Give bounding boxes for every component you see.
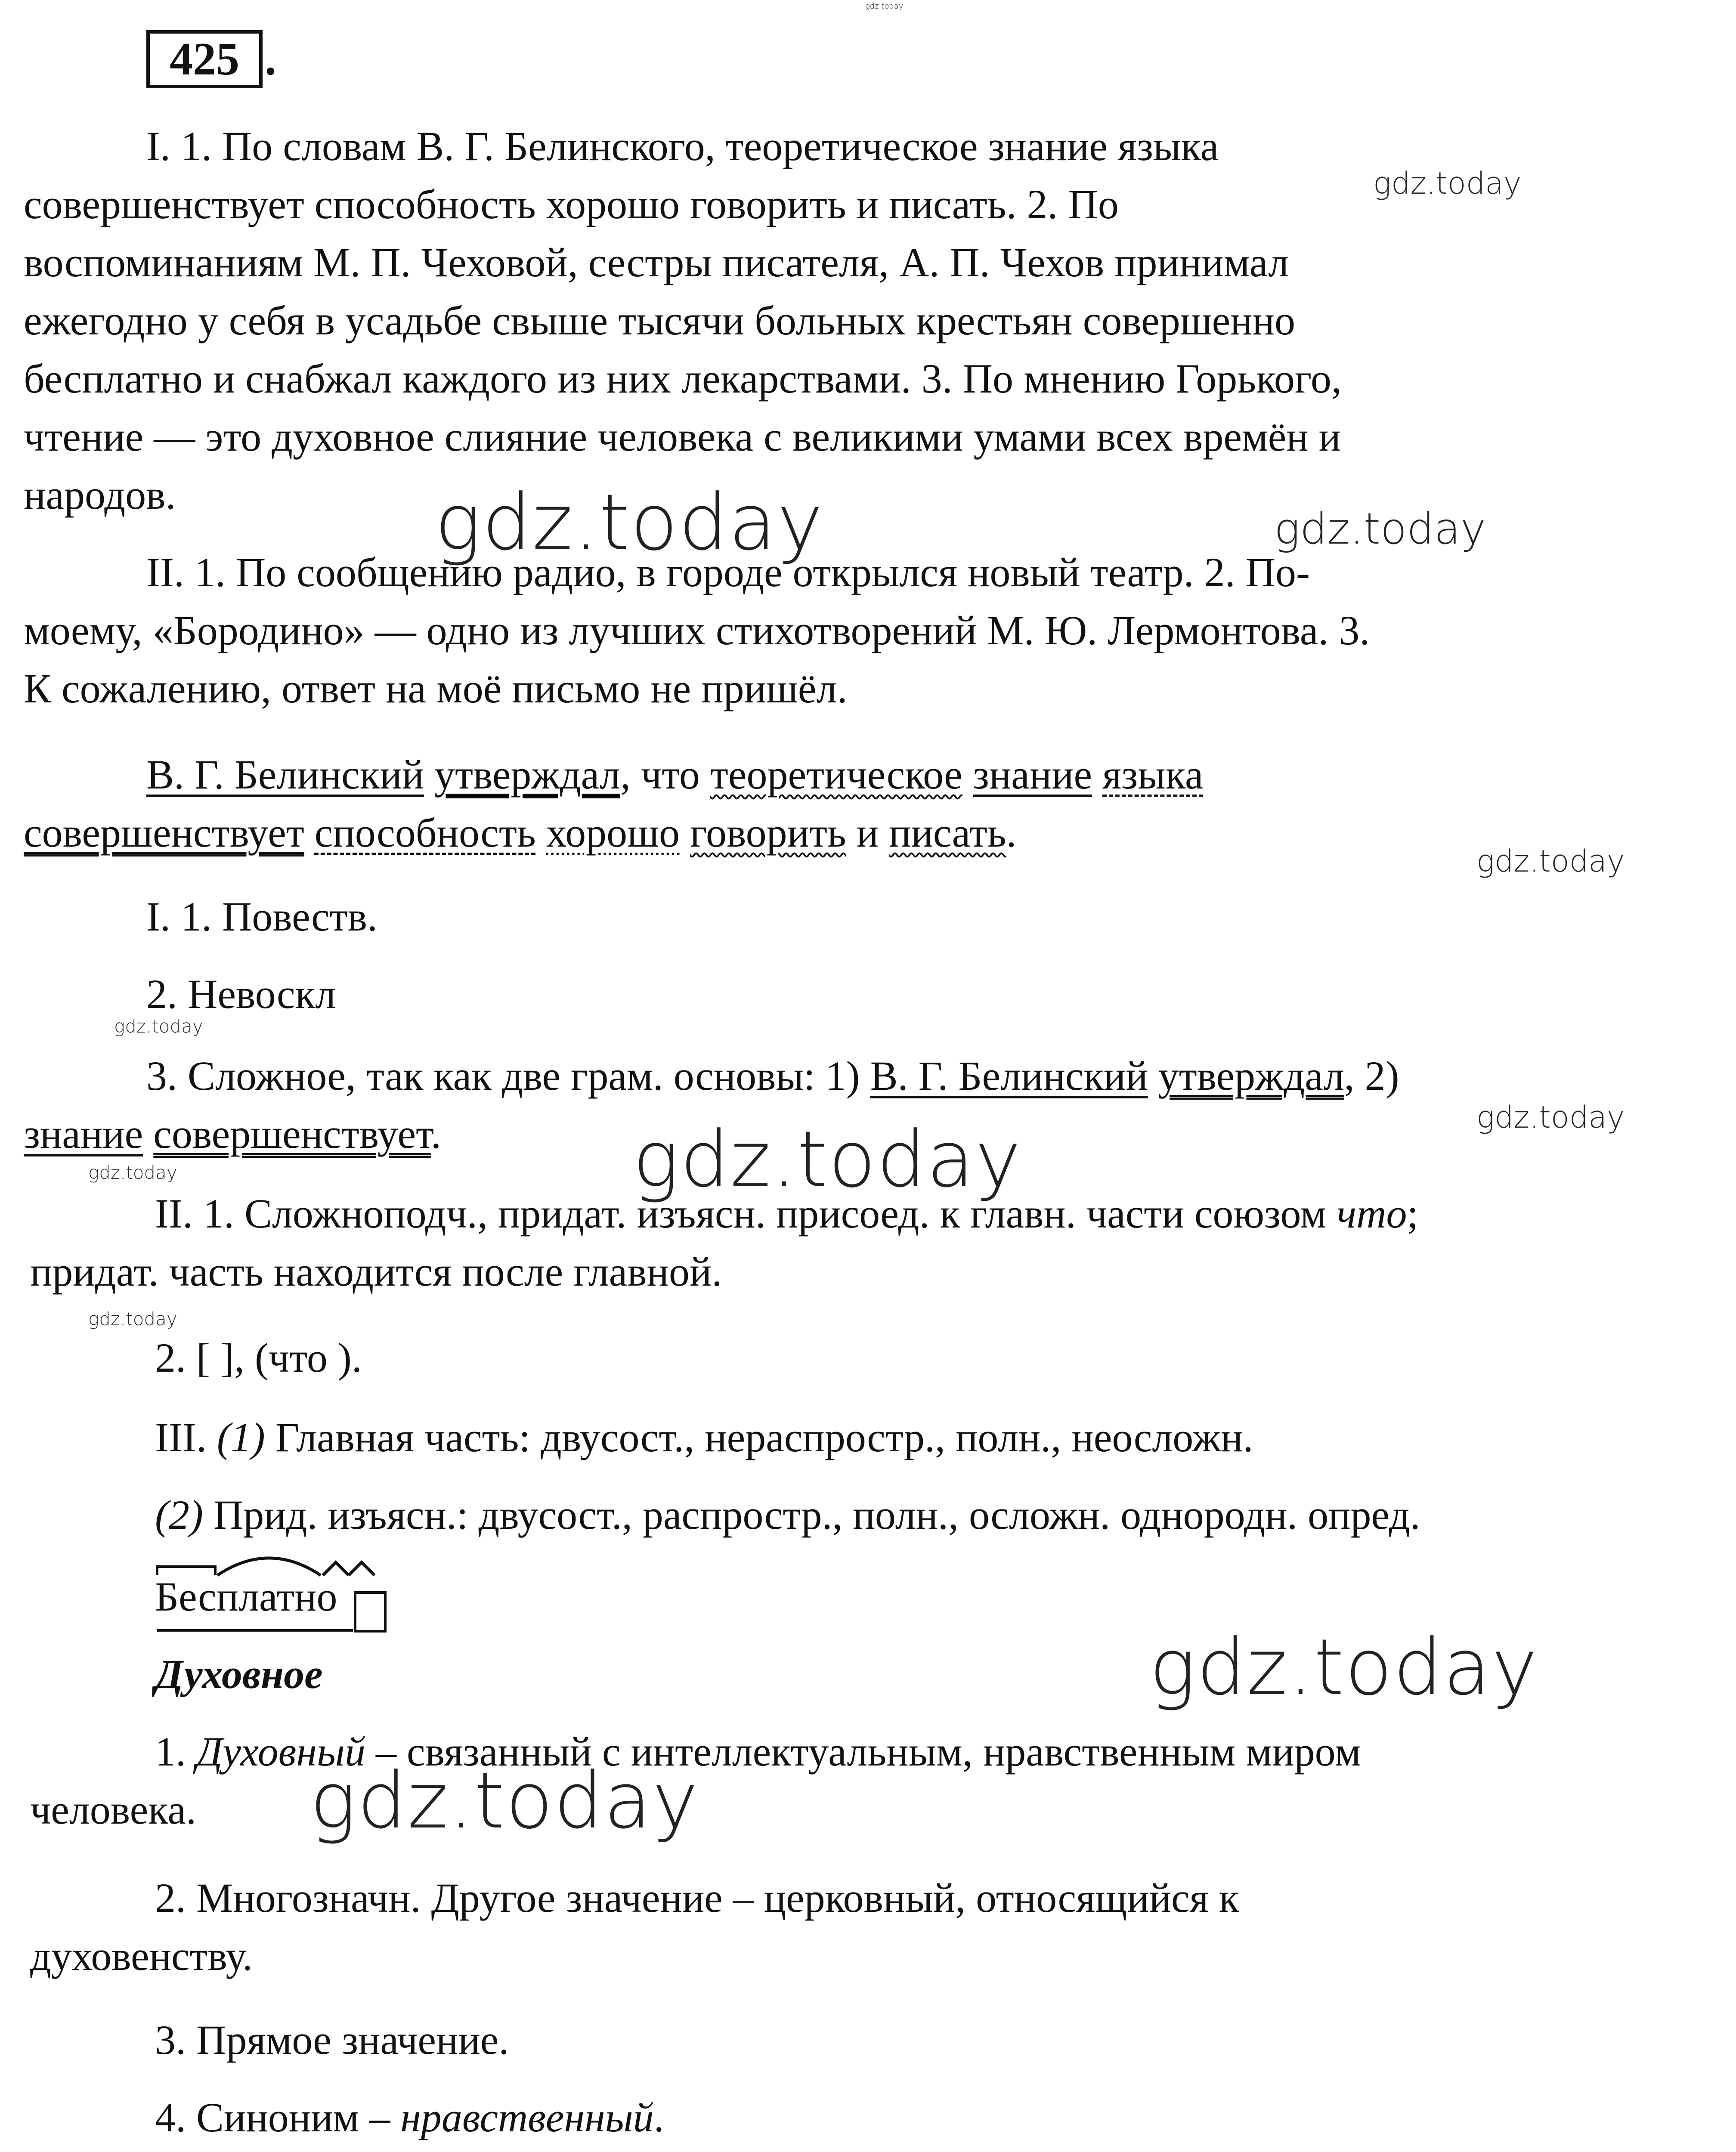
lexical-line xyxy=(30,1784,196,1836)
clause-marker: (1) xyxy=(217,1414,265,1460)
conjunction: , что xyxy=(620,751,710,798)
lexical-text: 3. Прямое значение. xyxy=(155,2017,509,2063)
lexical-text: человека. xyxy=(30,1787,196,1833)
analysis-text: , 2) xyxy=(1344,1053,1399,1099)
watermark: gdz.today xyxy=(1373,166,1522,201)
subject: В. Г. Белинский xyxy=(870,1053,1148,1099)
analysis-line xyxy=(146,968,336,1020)
analysis-line xyxy=(155,1332,362,1384)
analysis-text: . xyxy=(430,1111,441,1157)
lexical-title xyxy=(155,1648,323,1700)
lexical-text: духовенству. xyxy=(30,1933,253,1979)
parsed-sentence-line xyxy=(24,807,1017,859)
analysis-line xyxy=(155,1412,1253,1463)
lexical-line xyxy=(30,1930,253,1982)
conjunction: и xyxy=(846,810,889,856)
watermark: gdz.today xyxy=(435,478,824,568)
punctuation: . xyxy=(1006,810,1017,856)
text-line-content: совершенствует способность хорошо говорить и писать. 2. По xyxy=(24,181,1119,227)
text-line-content: моему, «Бородино» — одно из лучших стихотворений М. Ю. Лермонтова. 3. xyxy=(24,607,1370,653)
parsed-sentence-line xyxy=(146,749,1204,801)
text-line xyxy=(24,237,1289,288)
lexical-text: 1. xyxy=(155,1728,196,1775)
text-line-content: воспоминаниям М. П. Чеховой, сестры писателя, А. П. Чехов принимал xyxy=(24,239,1289,285)
watermark: gdz.today xyxy=(114,1016,203,1037)
lexical-title-text: Духовное xyxy=(155,1651,323,1697)
attribute: говорить xyxy=(690,810,846,856)
task-number xyxy=(146,30,263,88)
predicate: утверждал xyxy=(1158,1053,1344,1099)
analysis-text: 2. Невоскл xyxy=(146,971,336,1017)
clause-marker: (2) xyxy=(155,1492,203,1538)
text-line xyxy=(24,179,1119,230)
subject: знание xyxy=(24,1111,143,1157)
watermark: gdz.today xyxy=(310,1756,699,1846)
analysis-text: ; xyxy=(1407,1190,1419,1237)
text-line-content: ежегодно у себя в усадьбе свыше тысячи больных крестьян совершенно xyxy=(24,297,1296,343)
synonym: нравственный xyxy=(400,2094,654,2140)
lexical-line xyxy=(155,1872,1239,1924)
sentence-scheme: 2. [ ], (что ). xyxy=(155,1335,362,1381)
analysis-text: придат. часть находится после главной. xyxy=(30,1249,722,1295)
text-line-content: I. 1. По словам В. Г. Белинского, теоретическое знание языка xyxy=(146,123,1219,169)
watermark: gdz.today xyxy=(88,1308,177,1330)
watermark: gdz.today xyxy=(1274,504,1486,554)
lexical-text: – связанный с интеллектуальным, нравственным миром xyxy=(365,1728,1361,1775)
analysis-text: Главная часть: двусост., нераспростр., полн., неосложн. xyxy=(265,1414,1253,1460)
analysis-text: I. 1. Повеств. xyxy=(146,894,378,940)
predicate: совершенствует xyxy=(153,1111,431,1157)
predicate: совершенствует xyxy=(24,810,304,856)
text-line-content: К сожалению, ответ на моё письмо не пришёл. xyxy=(24,665,848,711)
attribute: теоретическое xyxy=(710,751,962,798)
watermark: gdz.today xyxy=(633,1115,1022,1205)
analysis-text: II. 1. Сложноподч., придат. изъясн. присоед. к главн. части союзом xyxy=(155,1190,1337,1237)
watermark: gdz.today xyxy=(88,1162,177,1183)
text-line xyxy=(24,295,1295,346)
task-number-dot: . xyxy=(265,34,276,85)
text-line xyxy=(24,469,176,521)
analysis-line xyxy=(155,1489,1420,1541)
analysis-text: 3. Сложное, так как две грам. основы: 1) xyxy=(146,1053,870,1099)
text-line xyxy=(24,605,1370,656)
lexical-term: Духовный xyxy=(196,1728,365,1775)
lexical-line xyxy=(155,2014,509,2066)
lexical-text: 2. Многозначн. Другое значение – церковный, относящийся к xyxy=(155,1875,1239,1921)
text-line-content: народов. xyxy=(24,472,176,518)
analysis-line xyxy=(30,1246,722,1298)
subject: В. Г. Белинский xyxy=(146,751,424,798)
predicate: утверждал xyxy=(434,751,620,798)
text-line xyxy=(24,353,1342,405)
object: способность xyxy=(314,810,536,856)
lexical-line xyxy=(155,2092,664,2143)
attribute: писать xyxy=(889,810,1006,856)
watermark: gdz.today xyxy=(1476,844,1625,879)
conjunction-italic: что xyxy=(1337,1190,1407,1237)
analysis-line xyxy=(146,891,378,943)
analysis-line xyxy=(146,1050,1399,1102)
analysis-text: III. xyxy=(155,1414,217,1460)
morpheme-marks xyxy=(153,1549,394,1636)
lexical-text: 4. Синоним – xyxy=(155,2094,401,2140)
object: языка xyxy=(1102,751,1204,798)
analysis-line xyxy=(24,1108,441,1160)
task-number-text: 425 xyxy=(170,34,239,85)
adverbial: хорошо xyxy=(546,810,680,856)
subject: знание xyxy=(972,751,1092,798)
watermark: gdz.today xyxy=(1476,1100,1625,1135)
watermark: gdz.today xyxy=(1149,1623,1538,1713)
text-line xyxy=(146,121,1219,172)
lexical-text: . xyxy=(653,2094,664,2140)
text-line-content: II. 1. По сообщению радио, в городе открылся новый театр. 2. По- xyxy=(146,549,1310,595)
text-line-content: чтение — это духовное слияние человека с великими умами всех времён и xyxy=(24,414,1341,460)
text-line xyxy=(24,663,847,714)
watermark: gdz.today xyxy=(865,2,904,11)
analysis-text: Прид. изъясн.: двусост., распростр., полн., осложн. однородн. опред. xyxy=(203,1492,1420,1538)
text-line xyxy=(24,411,1341,463)
morphemic-word-text: Бесплатно xyxy=(155,1574,337,1620)
text-line-content: бесплатно и снабжал каждого из них лекарствами. 3. По мнению Горького, xyxy=(24,356,1342,402)
